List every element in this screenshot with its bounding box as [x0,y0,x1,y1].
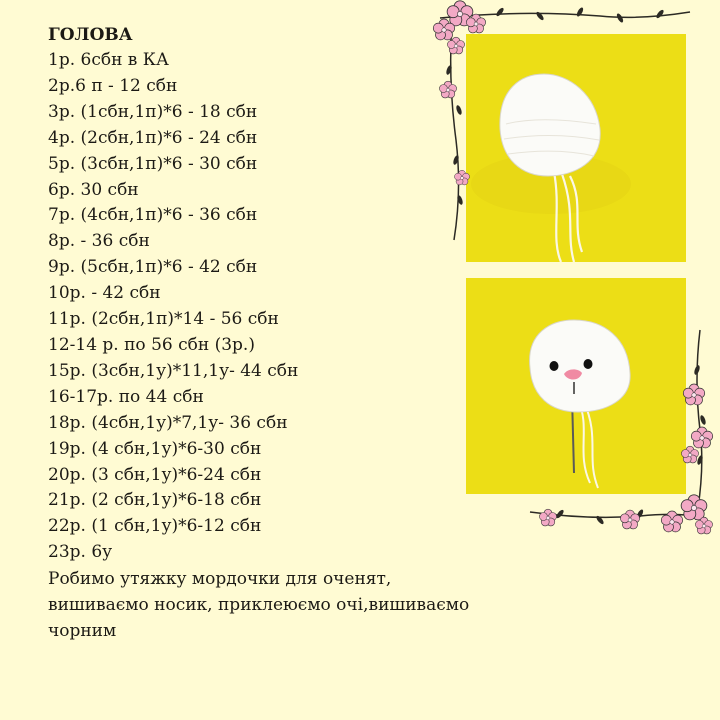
pattern-row: 19р. (4 сбн,1у)*6-30 сбн [48,438,262,459]
pattern-row: 7р. (4сбн,1п)*6 - 36 сбн [48,205,258,226]
pattern-row: 20р. (3 сбн,1у)*6-24 сбн [48,464,262,485]
pattern-row: 1р. 6сбн в КА [48,50,169,70]
section-heading: ГОЛОВА [48,25,133,45]
pattern-row: 6р. 30 сбн [48,179,139,200]
pattern-row: 5р. (3сбн,1п)*6 - 30 сбн [48,153,258,174]
pattern-row: 10р. - 42 сбн [48,283,161,304]
pattern-row: 22р. (1 сбн,1у)*6-12 сбн [48,516,262,537]
photo-head-face [466,278,686,494]
pattern-row: 11р. (2сбн,1п)*14 - 56 сбн [48,309,279,330]
pattern-row: 8р. - 36 сбн [48,231,150,252]
pattern-row: 18р. (4сбн,1у)*7,1у- 36 сбн [48,412,288,433]
instruction-line: вишиваємо носик, приклеюємо очі,вишиваємо [48,595,470,616]
pattern-row: 23р. 6у [48,542,113,563]
instruction-line: Робимо утяжку мордочки для оченят, [48,569,392,590]
pattern-row: 15р. (3сбн,1у)*11,1у- 44 сбн [48,360,299,381]
pattern-row: 4р. (2сбн,1п)*6 - 24 сбн [48,127,258,148]
pattern-row: 16-17р. по 44 сбн [48,386,204,407]
pattern-row: 2р.6 п - 12 сбн [48,75,178,96]
pattern-row: 3р. (1сбн,1п)*6 - 18 сбн [48,101,258,122]
pattern-row: 21р. (2 сбн,1у)*6-18 сбн [48,490,262,511]
pattern-row: 12-14 р. по 56 сбн (3р.) [48,334,255,355]
photo-head-blank [466,34,686,262]
instruction-line: чорним [48,621,117,642]
instruction-note [48,566,568,644]
pattern-row: 9р. (5сбн,1п)*6 - 42 сбн [48,257,258,278]
